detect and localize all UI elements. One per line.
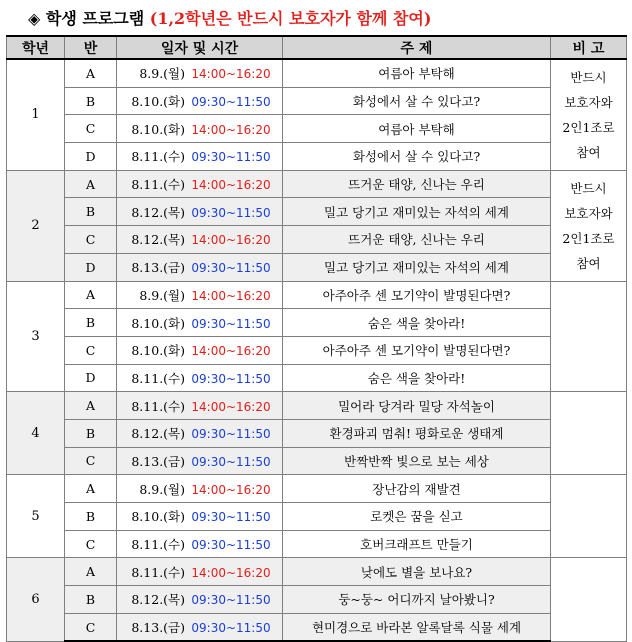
schedule-cell: [117, 613, 283, 641]
topic-cell: 현미경으로 바라본 알록달록 식물 세계: [283, 613, 551, 641]
topic-cell: 밀고 당기고 재미있는 자석의 세계: [283, 198, 551, 226]
topic-cell: 숨은 색을 찾아라!: [283, 309, 551, 337]
date-text: 8.10.(화): [131, 343, 185, 359]
time-text: 14:00~16:20: [191, 178, 271, 193]
class-cell: B: [65, 419, 117, 447]
date-text: 8.12.(목): [131, 426, 185, 442]
class-cell: C: [65, 447, 117, 475]
time-text: 09:30~11:50: [191, 454, 271, 469]
time-text: 09:30~11:50: [191, 205, 271, 220]
date-text: 8.9.(월): [139, 481, 185, 497]
table-row: [7, 419, 627, 447]
table-row: [7, 447, 627, 475]
schedule-cell: [117, 281, 283, 309]
note-line: 참여: [576, 144, 601, 160]
schedule-cell: [117, 475, 283, 503]
grade-cell: 4: [7, 392, 65, 475]
class-cell: D: [65, 143, 117, 171]
date-text: 8.9.(월): [139, 66, 185, 82]
topic-cell: 밀고 당기고 재미있는 자석의 세계: [283, 253, 551, 281]
class-cell: A: [65, 170, 117, 198]
schedule-cell: [117, 170, 283, 198]
schedule-cell: [117, 198, 283, 226]
note-line: 참여: [576, 255, 601, 271]
time-text: 14:00~16:20: [191, 565, 271, 580]
note-cell: [551, 558, 627, 642]
class-cell: B: [65, 586, 117, 614]
time-text: 09:30~11:50: [191, 95, 271, 110]
class-cell: A: [65, 392, 117, 420]
topic-cell: 반짝반짝 빛으로 보는 세상: [283, 447, 551, 475]
schedule-table: [6, 35, 627, 642]
schedule-cell: [117, 87, 283, 115]
date-text: 8.13.(금): [131, 453, 185, 469]
table-row: [7, 309, 627, 337]
class-cell: D: [65, 364, 117, 392]
date-text: 8.13.(금): [131, 620, 185, 636]
class-cell: D: [65, 253, 117, 281]
time-text: 09:30~11:50: [191, 593, 271, 608]
note-line: 보호자와: [564, 94, 613, 110]
schedule-body: [7, 59, 627, 641]
date-text: 8.10.(화): [131, 509, 185, 525]
header-row: [7, 36, 627, 59]
header-schedule: 일자 및 시간: [117, 36, 283, 59]
time-text: 09:30~11:50: [191, 621, 271, 636]
note-line: 2인1조로: [562, 230, 615, 246]
date-text: 8.11.(수): [131, 564, 185, 580]
grade-cell: 5: [7, 475, 65, 558]
time-text: 09:30~11:50: [191, 316, 271, 331]
date-text: 8.11.(수): [131, 537, 185, 553]
date-text: 8.10.(화): [131, 315, 185, 331]
schedule-cell: [117, 143, 283, 171]
date-text: 8.12.(목): [131, 592, 185, 608]
note-line: 2인1조로: [562, 119, 615, 135]
table-row: [7, 392, 627, 420]
class-cell: B: [65, 503, 117, 531]
table-row: [7, 115, 627, 143]
topic-cell: 장난감의 재발견: [283, 475, 551, 503]
schedule-cell: [117, 309, 283, 337]
table-row: [7, 586, 627, 614]
schedule-cell: [117, 419, 283, 447]
table-row: [7, 475, 627, 503]
schedule-cell: [117, 115, 283, 143]
title-notice: (1,2학년은 반드시 보호자가 함께 참여): [149, 9, 432, 28]
note-cell: [551, 392, 627, 475]
date-text: 8.11.(수): [131, 398, 185, 414]
table-row: [7, 143, 627, 171]
note-cell: [551, 59, 627, 170]
date-text: 8.13.(금): [131, 260, 185, 276]
table-row: [7, 281, 627, 309]
class-cell: B: [65, 309, 117, 337]
time-text: 09:30~11:50: [191, 427, 271, 442]
note-cell: [551, 281, 627, 392]
topic-cell: 숨은 색을 찾아라!: [283, 364, 551, 392]
class-cell: A: [65, 59, 117, 87]
topic-cell: 환경파괴 멈춰! 평화로운 생태계: [283, 419, 551, 447]
grade-cell: 6: [7, 558, 65, 642]
header-topic: 주 제: [283, 36, 551, 59]
time-text: 14:00~16:20: [191, 482, 271, 497]
time-text: 09:30~11:50: [191, 261, 271, 276]
schedule-cell: [117, 364, 283, 392]
topic-cell: 화성에서 살 수 있다고?: [283, 87, 551, 115]
date-text: 8.12.(목): [131, 232, 185, 248]
class-cell: C: [65, 336, 117, 364]
header-class: 반: [65, 36, 117, 59]
table-row: [7, 59, 627, 87]
topic-cell: 뜨거운 태양, 신나는 우리: [283, 226, 551, 254]
date-text: 8.11.(수): [131, 370, 185, 386]
schedule-cell: [117, 586, 283, 614]
date-text: 8.11.(수): [131, 149, 185, 165]
header-note: 비 고: [551, 36, 627, 59]
table-row: [7, 530, 627, 558]
time-text: 14:00~16:20: [191, 233, 271, 248]
schedule-cell: [117, 530, 283, 558]
topic-cell: 아주아주 센 모기약이 발명된다면?: [283, 336, 551, 364]
header-grade: 학년: [7, 36, 65, 59]
class-cell: A: [65, 281, 117, 309]
grade-cell: 2: [7, 170, 65, 281]
topic-cell: 로켓은 꿈을 싣고: [283, 503, 551, 531]
grade-cell: 1: [7, 59, 65, 170]
table-row: [7, 558, 627, 586]
date-text: 8.11.(수): [131, 177, 185, 193]
time-text: 09:30~11:50: [191, 510, 271, 525]
class-cell: C: [65, 613, 117, 641]
table-row: [7, 87, 627, 115]
time-text: 14:00~16:20: [191, 67, 271, 82]
schedule-cell: [117, 336, 283, 364]
date-text: 8.10.(화): [131, 94, 185, 110]
schedule-cell: [117, 226, 283, 254]
note-line: 보호자와: [564, 205, 613, 221]
class-cell: B: [65, 198, 117, 226]
date-text: 8.10.(화): [131, 121, 185, 137]
grade-cell: 3: [7, 281, 65, 392]
note-cell: [551, 475, 627, 558]
table-row: [7, 226, 627, 254]
title-prefix: ◈ 학생 프로그램: [28, 9, 150, 28]
time-text: 09:30~11:50: [191, 371, 271, 386]
time-text: 14:00~16:20: [191, 344, 271, 359]
time-text: 09:30~11:50: [191, 538, 271, 553]
table-row: [7, 503, 627, 531]
class-cell: A: [65, 558, 117, 586]
time-text: 14:00~16:20: [191, 122, 271, 137]
topic-cell: 여름아 부탁해: [283, 59, 551, 87]
class-cell: C: [65, 530, 117, 558]
note-line: 반드시: [570, 69, 607, 85]
table-row: [7, 198, 627, 226]
note-line: 반드시: [570, 180, 607, 196]
note-cell: [551, 170, 627, 281]
date-text: 8.12.(목): [131, 204, 185, 220]
page-title: [28, 6, 431, 29]
topic-cell: 뜨거운 태양, 신나는 우리: [283, 170, 551, 198]
topic-cell: 화성에서 살 수 있다고?: [283, 143, 551, 171]
schedule-cell: [117, 59, 283, 87]
topic-cell: 아주아주 센 모기약이 발명된다면?: [283, 281, 551, 309]
table-row: [7, 613, 627, 641]
schedule-cell: [117, 503, 283, 531]
topic-cell: 둥~둥~ 어디까지 날아봤니?: [283, 586, 551, 614]
topic-cell: 밀어라 당겨라 밀당 자석놀이: [283, 392, 551, 420]
time-text: 14:00~16:20: [191, 288, 271, 303]
topic-cell: 낮에도 별을 보나요?: [283, 558, 551, 586]
schedule-cell: [117, 253, 283, 281]
table-row: [7, 364, 627, 392]
time-text: 09:30~11:50: [191, 150, 271, 165]
class-cell: C: [65, 115, 117, 143]
class-cell: B: [65, 87, 117, 115]
schedule-cell: [117, 392, 283, 420]
topic-cell: 호버크래프트 만들기: [283, 530, 551, 558]
table-row: [7, 170, 627, 198]
date-text: 8.9.(월): [139, 287, 185, 303]
table-row: [7, 336, 627, 364]
class-cell: C: [65, 226, 117, 254]
time-text: 14:00~16:20: [191, 399, 271, 414]
table-row: [7, 253, 627, 281]
schedule-cell: [117, 447, 283, 475]
schedule-cell: [117, 558, 283, 586]
topic-cell: 여름아 부탁해: [283, 115, 551, 143]
class-cell: A: [65, 475, 117, 503]
